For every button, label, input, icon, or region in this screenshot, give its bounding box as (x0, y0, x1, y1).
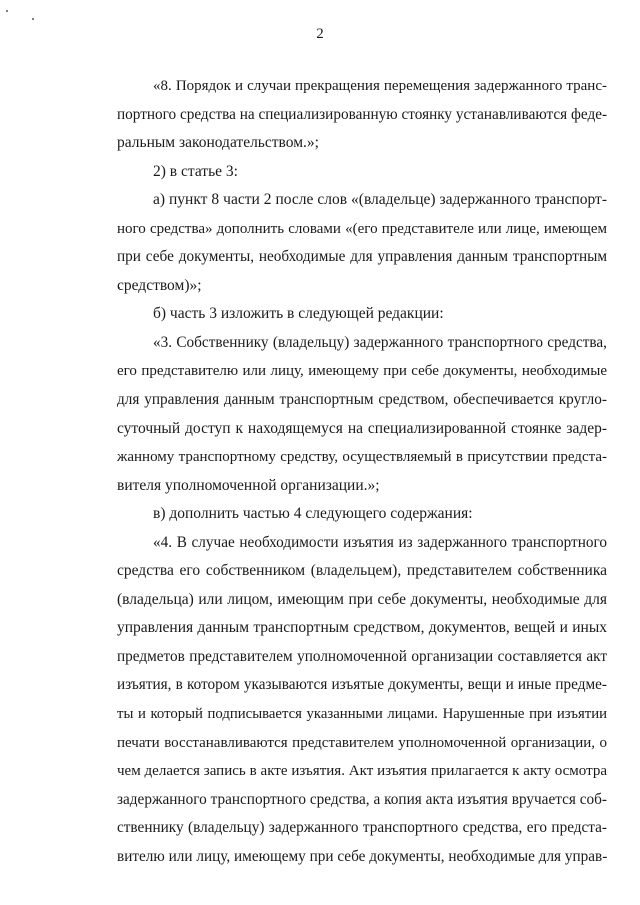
page-number: 2 (316, 26, 324, 42)
text-line: ственнику (владельцу) задержанного транспортного средства, его предста- (117, 819, 607, 837)
text-line: вителю или лицу, имеющему при себе документы, необходимые для управ- (117, 847, 608, 865)
text-line: а) пункт 8 части 2 после слов «(владельце) задержанного транспорт- (153, 191, 607, 209)
scan-speck (6, 10, 8, 12)
text-line: (владельца) или лицом, имеющим при себе документы, необходимые для (117, 590, 607, 608)
document-body (117, 72, 607, 871)
text-line: ты и который подписывается указанными лицами. Нарушенные при изъятии (117, 706, 607, 723)
text-line: средством)»; (117, 276, 202, 294)
text-line: «4. В случае необходимости изъятия из задержанного транспортного (153, 533, 607, 551)
text-line: суточный доступ к находящемуся на специализированной стоянке задер- (117, 419, 607, 437)
text-line: б) часть 3 изложить в следующей редакции: (153, 305, 444, 323)
text-line: предметов представителем уполномоченной организации составляется акт (117, 647, 607, 665)
text-line: его представителю или лицу, имеющему при себе документы, необходимые (117, 363, 607, 380)
scan-speck (32, 18, 34, 20)
text-line: 2) в статье 3: (153, 162, 238, 180)
text-line: вителя уполномоченной организации.»; (117, 476, 380, 494)
text-line: ральным законодательством.»; (117, 134, 319, 152)
text-line: жанному транспортному средству, осуществляемый в присутствии предста- (117, 449, 607, 466)
text-line: ного средства» дополнить словами «(его представителе или лице, имеющем (117, 220, 607, 237)
text-line: «3. Собственнику (владельцу) задержанного транспортного средства, (153, 333, 607, 351)
text-line: портного средства на специализированную стоянку устанавливаются феде- (117, 105, 608, 123)
text-line: «8. Порядок и случаи прекращения перемещения задержанного транс- (153, 78, 607, 94)
text-line: задержанного транспортного средства, а копия акта изъятия вручается соб- (117, 790, 607, 808)
text-line: управления данным транспортным средством, документов, вещей и иных (117, 619, 607, 637)
text-line: изъятия, в котором указываются изъятые документы, вещи и иные предме- (117, 676, 607, 694)
text-line: в) дополнить частью 4 следующего содержания: (153, 505, 473, 523)
text-line: средства его собственником (владельцем), представителем собственника (117, 562, 607, 580)
text-line: печати восстанавливаются представителем уполномоченной организации, о (117, 734, 607, 751)
text-line: чем делается запись в акте изъятия. Акт изъятия прилагается к акту осмотра (117, 763, 607, 780)
text-line: при себе документы, необходимые для управления данным транспортным (117, 248, 607, 266)
text-line: для управления данным транспортным средством, обеспечивается кругло- (117, 391, 607, 409)
